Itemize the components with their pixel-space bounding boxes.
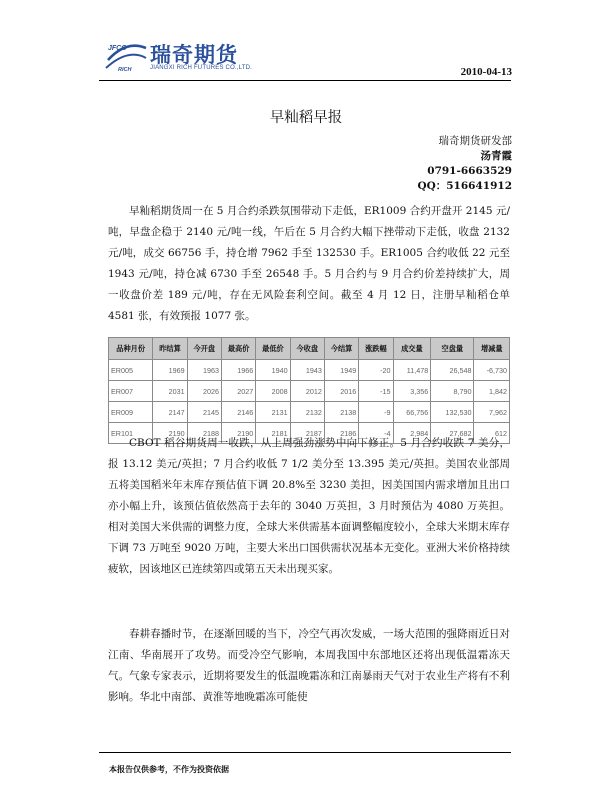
table-cell: 11,478 <box>393 360 431 381</box>
table-cell: 1943 <box>290 360 324 381</box>
logo-english-name: JIANGXI RICH FUTURES CO.,LTD. <box>150 65 253 71</box>
paragraph-text: 早籼稻期货周一在 5 月合约杀跌氛围带动下走低，ER1009 合约开盘开 2145 元/吨，早盘企稳于 2140 元/吨一线，午后在 5 月合约大幅下挫带动下走低，收盘 2132 元/吨，成交 66756 手，持仓增 7962 手至 132530 手。ER1005 合约收低 22 元至 1943 元/吨，持仓减 6730 手至 26548 手。5 月合约与 9 月合约价差持续扩大，周一收盘价差 189 元/吨，存在无风险套利空间。截至 4 月 12 日，注册早籼稻仓单 4581 张，有效预报 1077 张。 <box>108 205 510 322</box>
table-cell: 3,356 <box>393 381 431 402</box>
col-header: 昨结算 <box>153 338 187 360</box>
table-cell: ER005 <box>109 360 153 381</box>
table-cell: 2138 <box>324 402 358 423</box>
logo-chinese-name: 瑞奇期货 <box>150 43 238 67</box>
table-cell: ER009 <box>109 402 153 423</box>
table-cell: 2012 <box>290 381 324 402</box>
table-cell: 2016 <box>324 381 358 402</box>
col-header: 成交量 <box>393 338 431 360</box>
table-cell: 1966 <box>221 360 255 381</box>
company-logo <box>104 36 274 80</box>
paragraph-weather <box>108 624 510 708</box>
footer-disclaimer: 本报告仅供参考，不作为投资依据 <box>109 765 229 774</box>
signature-block <box>417 134 512 194</box>
table-cell: 2188 <box>187 423 221 444</box>
table-cell: 27,682 <box>431 423 474 444</box>
table-cell: 2147 <box>153 402 187 423</box>
table-cell: 2008 <box>256 381 290 402</box>
table-cell: 7,962 <box>474 402 510 423</box>
table-cell: 2145 <box>187 402 221 423</box>
logo-mark-text: JFCO <box>108 45 127 52</box>
table-cell: -9 <box>359 402 393 423</box>
table-cell: 2,984 <box>393 423 431 444</box>
col-header: 涨跌幅 <box>359 338 393 360</box>
table-header-row <box>109 338 510 360</box>
table-cell: -6,730 <box>474 360 510 381</box>
paragraph-market-summary <box>108 201 510 327</box>
paragraph-cbot <box>108 433 510 580</box>
table-cell: 2132 <box>290 402 324 423</box>
col-header: 今开盘 <box>187 338 221 360</box>
table-row <box>109 402 510 423</box>
col-header: 增减量 <box>474 338 510 360</box>
header-rule <box>99 80 511 81</box>
report-date: 2010-04-13 <box>460 66 512 78</box>
table-cell: -15 <box>359 381 393 402</box>
logo-mark-sub: RICH <box>118 67 132 73</box>
signature-dept: 瑞奇期货研发部 <box>438 135 512 147</box>
table-cell: 2190 <box>221 423 255 444</box>
table-row <box>109 360 510 381</box>
company-emblem-icon <box>104 38 148 74</box>
table-cell: -4 <box>359 423 393 444</box>
table-cell: -20 <box>359 360 393 381</box>
col-header: 品种月份 <box>109 338 153 360</box>
table-cell: 1,842 <box>474 381 510 402</box>
table-cell: 2027 <box>221 381 255 402</box>
col-header: 最低价 <box>256 338 290 360</box>
table-cell: 1969 <box>153 360 187 381</box>
col-header: 今收盘 <box>290 338 324 360</box>
table-cell: 132,530 <box>431 402 474 423</box>
col-header: 空盘量 <box>431 338 474 360</box>
table-cell: ER101 <box>109 423 153 444</box>
paragraph-text: CBOT 稻谷期货周一收跌，从上周强劲涨势中向下修正。5 月合约收跌 7 美分，报 13.12 美元/英担；7 月合约收低 7 1/2 美分至 13.395 美元/英担。美国农业部周五将美国稻米年末库存预估值下调 20.8%至 3230 美担，因美国国内需求增加且出口亦小幅上升，该预估值依然高于去年的 3040 万英担，3 月时预估为 4080 万英担。相对美国大米供需的调整力度，全球大米供需基本面调整幅度较小，全球大米期末库存下调 73 万吨至 9020 万吨，主要大米出口国供需状况基本无变化。亚洲大米价格持续疲软，因该地区已连续第四或第五天未出现买家。 <box>108 437 510 575</box>
table-cell: 26,548 <box>431 360 474 381</box>
table-cell: 2187 <box>290 423 324 444</box>
table-cell: 1949 <box>324 360 358 381</box>
paragraph-text: 春耕春播时节，在逐渐回暖的当下，冷空气再次发威，一场大范围的强降雨近日对江南、华南展开了攻势。而受冷空气影响，本周我国中东部地区还将出现低温霜冻天气。气象专家表示，近期将要发生的低温晚霜冻和江南暴雨天气对于农业生产将有不利影响。华北中南部、黄淮等地晚霜冻可能使 <box>108 628 510 703</box>
table-cell: 612 <box>474 423 510 444</box>
table-cell: 66,756 <box>393 402 431 423</box>
table-cell: 2186 <box>324 423 358 444</box>
table-cell: 1940 <box>256 360 290 381</box>
table-cell: 8,790 <box>431 381 474 402</box>
quotes-table <box>108 337 510 444</box>
table-cell: 2181 <box>256 423 290 444</box>
table-row <box>109 381 510 402</box>
report-title: 早籼稻早报 <box>269 110 343 126</box>
table-cell: 2190 <box>153 423 187 444</box>
col-header: 今结算 <box>324 338 358 360</box>
footer-rule <box>99 752 511 753</box>
table-cell: 2031 <box>153 381 187 402</box>
signature-author: 汤青霞 <box>480 150 512 162</box>
table-cell: 2026 <box>187 381 221 402</box>
col-header: 最高价 <box>221 338 255 360</box>
table-cell: 1963 <box>187 360 221 381</box>
signature-phone: 0791-6663529 <box>427 165 512 177</box>
signature-qq: QQ：516641912 <box>417 180 512 192</box>
table-cell: 2146 <box>221 402 255 423</box>
table-cell: ER007 <box>109 381 153 402</box>
table-cell: 2131 <box>256 402 290 423</box>
